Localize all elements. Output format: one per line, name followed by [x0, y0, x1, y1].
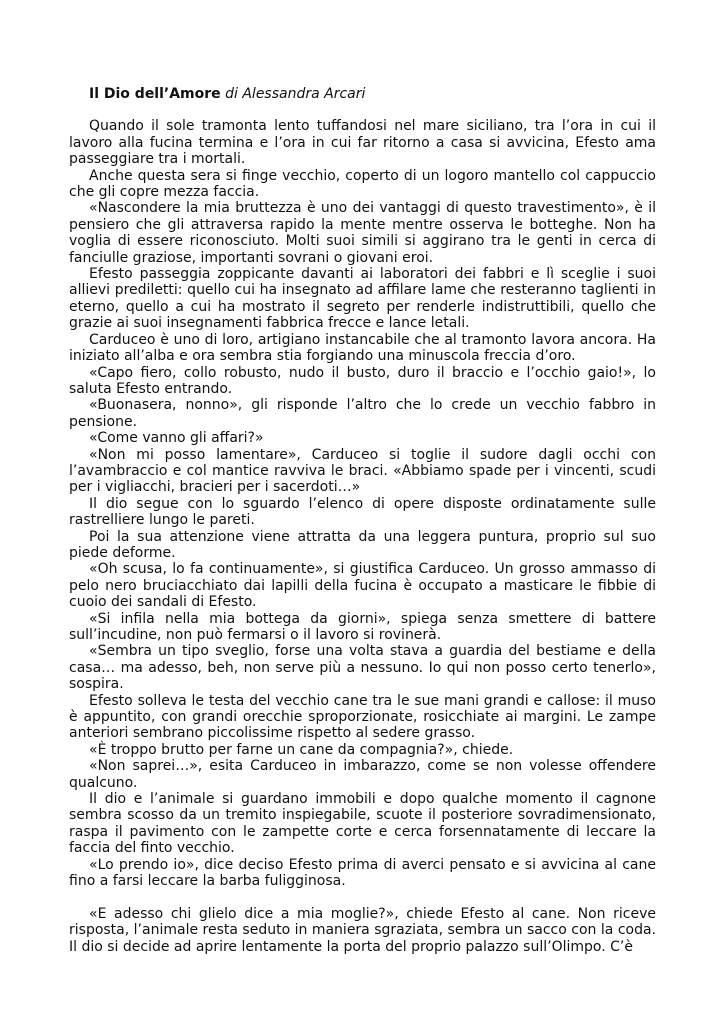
paragraph: «Si infila nella mia bottega da giorni», spiega senza smettere di battere sull’incudine, non può fermarsi o il lavoro si rovinerà.	[69, 610, 656, 643]
paragraph: Efesto solleva le testa del vecchio cane tra le sue mani grandi e callose: il muso è appuntito, con grandi orecchie sproporzionate, rosicchiate ai margini. Le zampe anteriori sembrano piccolissime rispetto al sedere grasso.	[69, 692, 656, 742]
paragraph: «Oh scusa, lo fa continuamente», si giustifica Carduceo. Un grosso ammasso di pelo nero bruciacchiato dai lapilli della fucina è occupato a masticare le fibbie di cuoio dei sandali di Efesto.	[69, 561, 656, 611]
paragraph: «Non saprei…», esita Carduceo in imbarazzo, come se non volesse offendere qualcuno.	[69, 758, 656, 791]
document-page	[69, 86, 656, 955]
paragraph: Quando il sole tramonta lento tuffandosi nel mare siciliano, tra l’ora in cui il lavoro alla fucina termina e l’ora in cui far ritorno a casa si avvicina, Efesto ama passeggiare tra i mortali.	[69, 118, 656, 168]
title-main: Il Dio dell’Amore	[89, 86, 221, 102]
story-title	[69, 86, 656, 102]
paragraph: Efesto passeggia zoppicante davanti ai laboratori dei fabbri e lì sceglie i suoi allievi prediletti: quello cui ha insegnato ad affilare lame che resteranno taglienti in eterno, quello a cui ha mostrato il segreto per renderle indistruttibili, quello che grazie ai suoi insegnamenti fabbrica frecce e lance letali.	[69, 266, 656, 332]
paragraph: «Non mi posso lamentare», Carduceo si toglie il sudore dagli occhi con l’avambraccio e col mantice ravviva le braci. «Abbiamo spade per i vincenti, scudi per i vigliacchi, bracieri per i sacerdoti…»	[69, 446, 656, 496]
paragraph: «Come vanno gli affari?»	[89, 430, 264, 447]
paragraph: «Nascondere la mia bruttezza è uno dei vantaggi di questo travestimento», è il pensiero che gli attraversa rapido la mente mentre osserva le botteghe. Non ha voglia di essere riconosciuto. Molti suoi simili si aggirano tra le genti in cerca di fanciulle graziose, importanti sovrani o giovani eroi.	[69, 200, 656, 266]
paragraph: «Capo fiero, collo robusto, nudo il busto, duro il braccio e l’occhio gaio!», lo saluta Efesto entrando.	[69, 364, 656, 397]
paragraph: Poi la sua attenzione viene attratta da una leggera puntura, proprio sul suo piede deforme.	[69, 528, 656, 561]
paragraph: «Buonasera, nonno», gli risponde l’altro che lo crede un vecchio fabbro in pensione.	[69, 397, 656, 430]
paragraph: «È troppo brutto per farne un cane da compagnia?», chiede.	[89, 741, 514, 758]
closing-paragraph: «E adesso chi glielo dice a mia moglie?», chiede Efesto al cane. Non riceve risposta, l’animale resta seduto in maniera sgraziata, sembra un sacco con la coda. Il dio si decide ad aprire lentamente la porta del proprio palazzo sull’Olimpo. C’è	[69, 905, 656, 955]
paragraph: Il dio e l’animale si guardano immobili e dopo qualche momento il cagnone sembra scosso da un tremito inspiegabile, scuote il posteriore sovradimensionato, raspa il pavimento con le zampette corte e cerca forsennatamente di leccare la faccia del finto vecchio.	[69, 791, 656, 857]
paragraph: Carduceo è uno di loro, artigiano instancabile che al tramonto lavora ancora. Ha iniziato all’alba e ora sembra stia forgiando una minuscola freccia d’oro.	[69, 331, 656, 365]
paragraph: Il dio segue con lo sguardo l’elenco di opere disposte ordinatamente sulle rastrelliere lungo le pareti.	[69, 495, 656, 529]
paragraph: Anche questa sera si finge vecchio, coperto di un logoro mantello col cappuccio che gli copre mezza faccia.	[69, 167, 656, 201]
section-break	[69, 890, 656, 906]
paragraph: «Sembra un tipo sveglio, forse una volta stava a guardia del bestiame e della casa… ma adesso, beh, non serve più a nessuno. Io qui non posso certo tenerlo», sospira.	[69, 643, 656, 693]
paragraph: «Lo prendo io», dice deciso Efesto prima di averci pensato e si avvicina al cane fino a farsi leccare la barba fuligginosa.	[69, 856, 656, 890]
title-byline: di Alessandra Arcari	[225, 86, 366, 102]
